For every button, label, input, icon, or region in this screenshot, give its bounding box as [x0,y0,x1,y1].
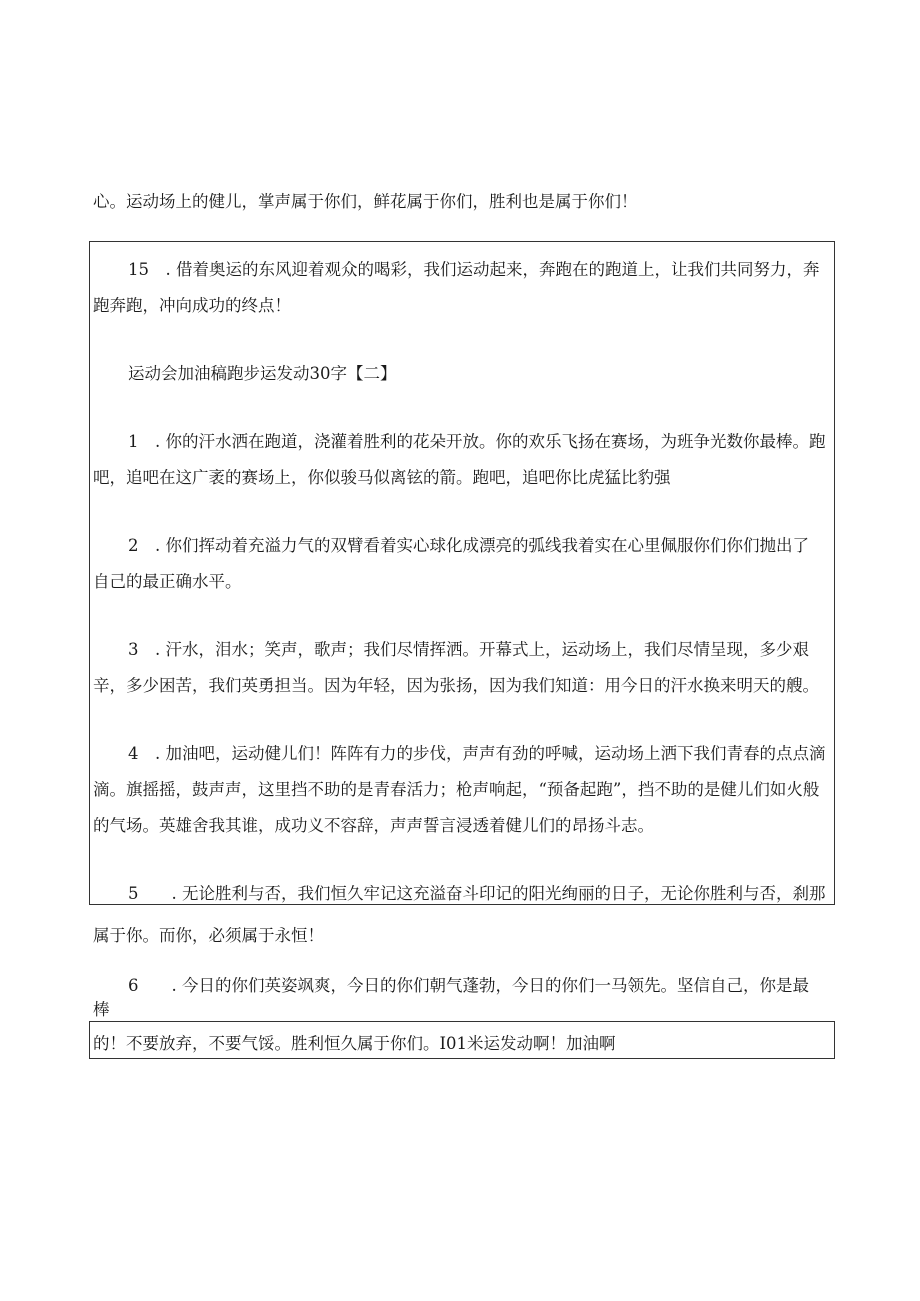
paragraph-6-line-2: 棒 [93,1000,110,1019]
paragraph-6-line-1: 6 . 今日的你们英姿飒爽，今日的你们朝气蓬勃，今日的你们一马领先。坚信自己，你是最 [128,976,809,995]
paragraph-1-line-2: 吧，追吧在这广袤的赛场上，你似骏马似离铉的箭。跑吧，追吧你比虎猛比豹强 [93,468,671,487]
paragraph-15-line-1: 15 . 借着奥运的东风迎着观众的喝彩，我们运动起来，奔跑在的跑道上，让我们共同努力，奔 [128,260,820,279]
paragraph-3-line-2: 辛，多少困苦，我们英勇担当。因为年轻，因为张扬，因为我们知道：用今日的汗水换来明天的艘。 [93,676,819,695]
paragraph-3-line-1: 3 . 汗水，泪水；笑声，歌声；我们尽情挥洒。开幕式上，运动场上，我们尽情呈现，多少艰 [128,640,809,659]
paragraph-4-line-3: 的气场。英雄舍我其谁，成功义不容辞，声声誓言浸透着健儿们的昂扬斗志。 [93,816,654,835]
paragraph-4-line-2: 滴。旗摇摇，鼓声声，这里挡不助的是青春活力；枪声响起，“预备起跑”，挡不助的是健儿们如火般 [93,780,820,799]
paragraph-5-line-2: 属于你。而你，必须属于永恒！ [93,926,324,945]
paragraph-15-line-2: 跑奔跑，冲向成功的终点！ [93,296,291,315]
paragraph-2-line-2: 自己的最正确水平。 [93,572,242,591]
section-heading: 运动会加油稿跑步运发动30字【二】 [128,364,397,383]
text-line: 心。运动场上的健儿，掌声属于你们，鲜花属于你们，胜利也是属于你们！ [93,192,638,211]
paragraph-4-line-1: 4 . 加油吧，运动健儿们！阵阵有力的步伐，声声有劲的呼喊，运动场上洒下我们青春的点点滴 [128,744,826,763]
paragraph-2-line-1: 2 . 你们挥动着充溢力气的双臂看着实心球化成漂亮的弧线我着实在心里佩服你们你们抛出了 [128,536,809,555]
paragraph-6-line-3: 的！不要放弃，不要气馁。胜利恒久属于你们。I01米运发动啊！加油啊 [93,1034,616,1053]
paragraph-5-line-1: 5 . 无论胜利与否，我们恒久牢记这充溢奋斗印记的阳光绚丽的日子，无论你胜利与否，刹那 [128,884,826,903]
paragraph-1-line-1: 1 . 你的汗水洒在跑道，浇灌着胜利的花朵开放。你的欢乐飞扬在赛场，为班争光数你最棒。跑 [128,432,826,451]
